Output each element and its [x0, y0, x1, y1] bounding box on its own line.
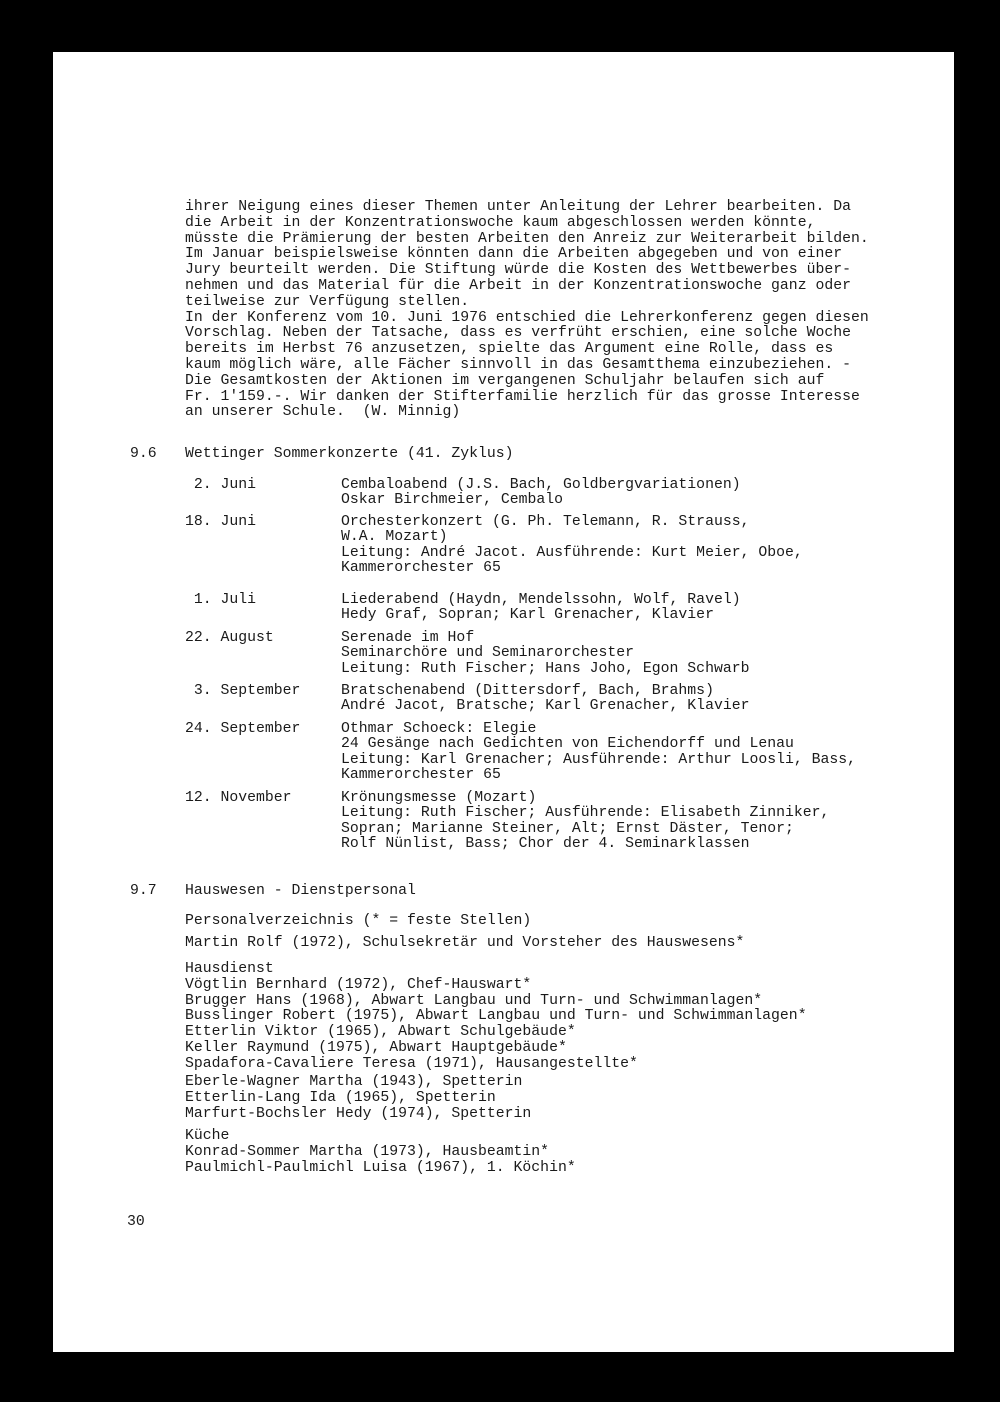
staff-heading: [185, 914, 531, 930]
event-description: [341, 593, 741, 624]
text-line: müsste die Prämierung der besten Arbeiten den Anreiz zur Weiterarbeit bilden.: [185, 230, 869, 247]
staff-group-kueche: [185, 1129, 576, 1176]
event-line: Leitung: Karl Grenacher; Ausführende: Arthur Loosli, Bass,: [341, 751, 857, 768]
staff-line: Eberle-Wagner Martha (1943), Spetterin: [185, 1074, 523, 1090]
event-date: 22. August: [185, 630, 274, 646]
event-description: [341, 684, 749, 715]
event-line: Othmar Schoeck: Elegie: [341, 721, 537, 737]
text-line: nehmen und das Material für die Arbeit in der Konzentrationswoche ganz oder: [185, 277, 851, 294]
staff-line: Personalverzeichnis (* = feste Stellen): [185, 913, 532, 929]
text-line: an unserer Schule. (W. Minnig): [185, 404, 461, 421]
event-date: 24. September: [185, 721, 301, 737]
staff-line: Marfurt-Bochsler Hedy (1974), Spetterin: [185, 1105, 532, 1122]
page-number: 30: [127, 1214, 145, 1230]
event-line: Krönungsmesse (Mozart): [341, 790, 537, 806]
text-line: teilweise zur Verfügung stellen.: [185, 293, 470, 310]
text-line: bereits im Herbst 76 anzusetzen, spielte das Argument eine Rolle, dass es: [185, 341, 834, 358]
event-line: Cembaloabend (J.S. Bach, Goldbergvariationen): [341, 477, 741, 493]
staff-line: Spadafora-Cavaliere Teresa (1971), Hausangestellte*: [185, 1055, 638, 1072]
event-line: Liederabend (Haydn, Mendelssohn, Wolf, Ravel): [341, 592, 741, 608]
text-line: In der Konferenz vom 10. Juni 1976 entschied die Lehrerkonferenz gegen diesen: [185, 309, 869, 326]
staff-group-hausdienst: [185, 962, 807, 1073]
event-line: André Jacot, Bratsche; Karl Grenacher, Klavier: [341, 698, 750, 715]
text-line: Fr. 1'159.-. Wir danken der Stifterfamilie herzlich für das grosse Interesse: [185, 388, 860, 405]
event-line: 24 Gesänge nach Gedichten von Eichendorff und Lenau: [341, 736, 794, 753]
text-line: Vorschlag. Neben der Tatsache, dass es verfrüht erschien, eine solche Woche: [185, 325, 851, 342]
staff-group-spetterinnen: [185, 1075, 531, 1122]
event-date: 2. Juni: [185, 477, 257, 493]
text-line: ihrer Neigung eines dieser Themen unter Anleitung der Lehrer bearbeiten. Da: [185, 199, 851, 215]
event-date: 1. Juli: [185, 592, 257, 608]
section-number-9-6: 9.6: [130, 446, 157, 462]
event-description: [341, 515, 803, 577]
staff-line: Etterlin Viktor (1965), Abwart Schulgebäude*: [185, 1024, 576, 1041]
event-line: Leitung: André Jacot. Ausführende: Kurt Meier, Oboe,: [341, 544, 803, 561]
event-line: Kammerorchester 65: [341, 767, 501, 784]
event-line: Bratschenabend (Dittersdorf, Bach, Brahms): [341, 683, 714, 699]
text-line: Die Gesamtkosten der Aktionen im vergangenen Schuljahr belaufen sich auf: [185, 372, 825, 389]
event-date: 12. November: [185, 790, 292, 806]
event-line: Hedy Graf, Sopran; Karl Grenacher, Klavier: [341, 607, 714, 624]
intro-paragraph: [185, 200, 905, 421]
event-line: Oskar Birchmeier, Cembalo: [341, 492, 563, 509]
staff-line: Paulmichl-Paulmichl Luisa (1967), 1. Köchin*: [185, 1159, 576, 1176]
section-number-9-7: 9.7: [130, 883, 157, 899]
staff-group: [185, 936, 744, 952]
event-date: 18. Juni: [185, 514, 257, 530]
staff-line: Konrad-Sommer Martha (1973), Hausbeamtin*: [185, 1143, 550, 1160]
staff-line: Keller Raymund (1975), Abwart Hauptgebäude*: [185, 1039, 567, 1056]
staff-line: Vögtlin Bernhard (1972), Chef-Hauswart*: [185, 976, 532, 993]
section-title-9-7: Hauswesen - Dienstpersonal: [185, 883, 416, 899]
staff-line: Busslinger Robert (1975), Abwart Langbau und Turn- und Schwimmanlagen*: [185, 1008, 807, 1025]
event-line: Seminarchöre und Seminarorchester: [341, 645, 635, 662]
text-line: Jury beurteilt werden. Die Stiftung würde die Kosten des Wettbewerbes über-: [185, 262, 851, 279]
staff-line: Brugger Hans (1968), Abwart Langbau und Turn- und Schwimmanlagen*: [185, 992, 763, 1009]
event-line: Sopran; Marianne Steiner, Alt; Ernst Däster, Tenor;: [341, 820, 794, 837]
staff-group-title: Hausdienst: [185, 961, 274, 977]
event-line: Kammerorchester 65: [341, 560, 501, 577]
staff-group-title: Küche: [185, 1128, 230, 1144]
staff-line: Martin Rolf (1972), Schulsekretär und Vorsteher des Hauswesens*: [185, 935, 745, 951]
event-line: Rolf Nünlist, Bass; Chor der 4. Seminarklassen: [341, 836, 750, 853]
event-description: [341, 631, 749, 677]
event-date: 3. September: [185, 683, 301, 699]
event-line: Leitung: Ruth Fischer; Ausführende: Elisabeth Zinniker,: [341, 805, 830, 822]
event-description: [341, 791, 829, 853]
event-line: W.A. Mozart): [341, 529, 448, 546]
staff-line: Etterlin-Lang Ida (1965), Spetterin: [185, 1089, 496, 1106]
event-line: Serenade im Hof: [341, 630, 475, 646]
section-title-9-6: Wettinger Sommerkonzerte (41. Zyklus): [185, 446, 514, 462]
text-line: die Arbeit in der Konzentrationswoche kaum abgeschlossen werden könnte,: [185, 214, 816, 231]
event-line: Orchesterkonzert (G. Ph. Telemann, R. Strauss,: [341, 514, 750, 530]
text-line: Im Januar beispielsweise könnten dann die Arbeiten abgegeben und von einer: [185, 246, 843, 263]
document-page: [53, 52, 954, 1352]
event-description: [341, 478, 741, 509]
event-line: Leitung: Ruth Fischer; Hans Joho, Egon Schwarb: [341, 660, 750, 677]
event-description: [341, 722, 856, 784]
text-line: kaum möglich wäre, alle Fächer sinnvoll in das Gesamtthema einzubeziehen. -: [185, 356, 851, 373]
